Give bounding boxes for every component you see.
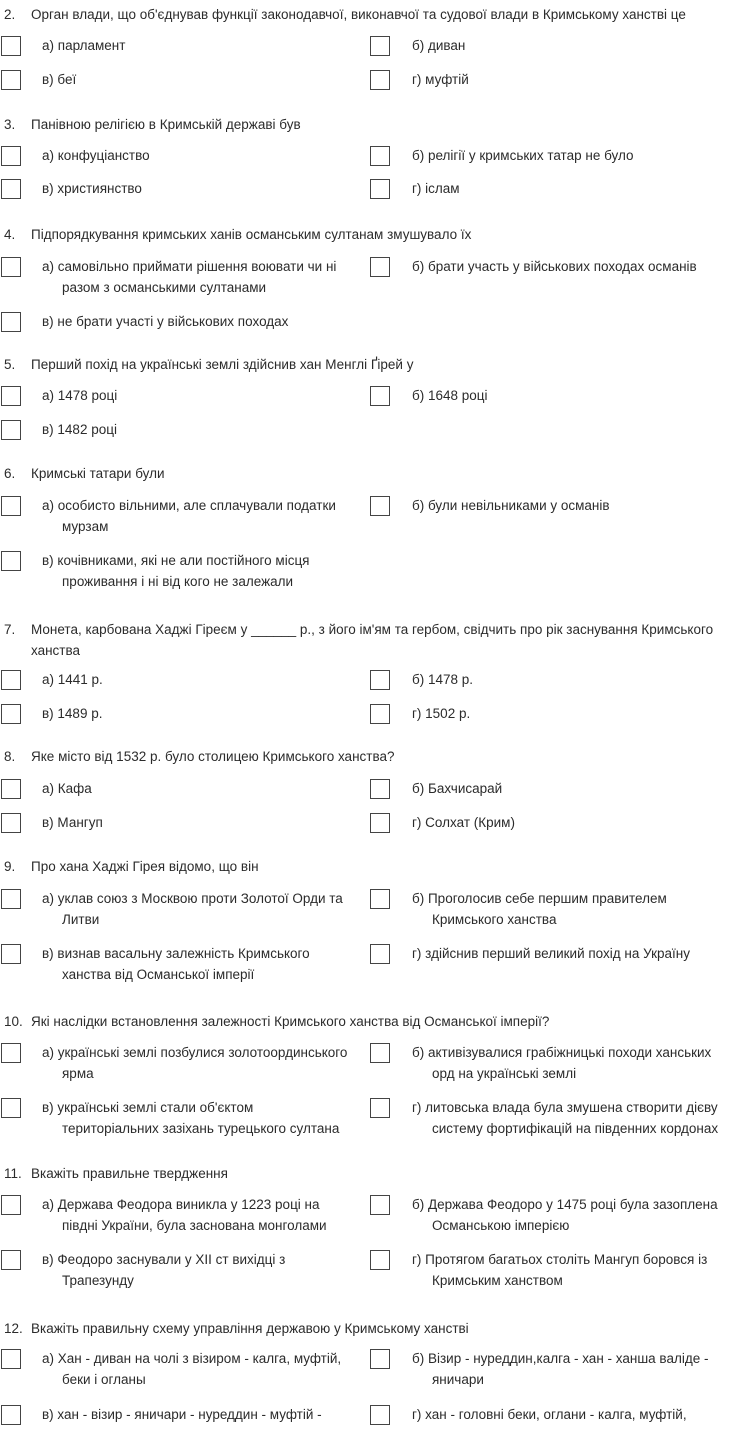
answer-checkbox-5-v[interactable] <box>1 420 21 440</box>
answer-option-11-b[interactable] <box>412 1194 718 1236</box>
answer-option-text: в) християнство <box>42 181 142 196</box>
answer-option-8-b[interactable] <box>412 778 502 799</box>
answer-option-text: беки і огланы <box>62 1372 146 1387</box>
answer-option-text: територіальних зазіхань турецького султана <box>62 1121 340 1136</box>
question-text: Які наслідки встановлення залежності Кримського ханства від Османської імперії? <box>31 1014 550 1029</box>
answer-checkbox-4-a[interactable] <box>1 257 21 277</box>
answer-option-text: ярма <box>62 1066 94 1081</box>
question-text: Вкажіть правильне твердження <box>31 1166 228 1181</box>
question-number: 11. <box>4 1166 22 1181</box>
answer-option-text: а) конфуціанство <box>42 148 150 163</box>
answer-option-text: б) були невільниками у османів <box>412 498 610 513</box>
answer-checkbox-8-g[interactable] <box>370 813 390 833</box>
question-text: Кримські татари були <box>31 466 165 481</box>
answer-option-text: а) самовільно приймати рішення воювати чи ні <box>42 259 337 274</box>
question-12-text <box>4 1318 752 1339</box>
answer-option-3-b[interactable] <box>412 145 634 166</box>
answer-option-9-g[interactable] <box>412 943 690 964</box>
answer-option-text: півдні України, була заснована монголами <box>62 1218 327 1233</box>
question-8-text <box>4 746 752 767</box>
answer-option-text: а) 1441 р. <box>42 672 103 687</box>
answer-option-text: а) уклав союз з Москвою проти Золотої Орди та <box>42 891 343 906</box>
answer-option-text: в) визнав васальну залежність Кримського <box>42 946 310 961</box>
answer-option-6-v[interactable] <box>42 550 310 592</box>
answer-option-text: б) активізувалися грабіжницькі походи ханських <box>412 1045 712 1060</box>
answer-option-text: г) муфтій <box>412 72 469 87</box>
question-number: 5. <box>4 357 16 372</box>
answer-option-text: г) литовська влада була змушена створити дієву <box>412 1100 718 1115</box>
answer-checkbox-9-v[interactable] <box>1 944 21 964</box>
question-text: Яке місто від 1532 р. було столицею Кримського ханства? <box>31 749 395 764</box>
answer-checkbox-12-g[interactable] <box>370 1405 390 1425</box>
answer-option-text: орд на українські землі <box>432 1066 577 1081</box>
answer-option-text: а) Держава Феодора виникла у 1223 році на <box>42 1197 320 1212</box>
answer-option-text: а) Кафа <box>42 781 92 796</box>
answer-option-9-v[interactable] <box>42 943 310 985</box>
answer-option-8-a[interactable] <box>42 778 92 799</box>
answer-checkbox-2-b[interactable] <box>370 36 390 56</box>
answer-option-2-g[interactable] <box>412 69 469 90</box>
answer-option-text: б) брати участь у військових походах османів <box>412 259 697 274</box>
answer-option-text: в) хан - візир - яничари - нуреддин - муфтій - <box>42 1407 322 1422</box>
answer-option-text: г) хан - головні беки, оглани - калга, муфтій, <box>412 1407 687 1422</box>
answer-option-text: в) українські землі стали об'єктом <box>42 1100 254 1115</box>
answer-option-text: а) парламент <box>42 38 126 53</box>
answer-option-text: а) особисто вільними, але сплачували податки <box>42 498 336 513</box>
answer-option-5-v[interactable] <box>42 419 117 440</box>
answer-option-3-v[interactable] <box>42 178 142 199</box>
answer-option-10-v[interactable] <box>42 1097 339 1139</box>
answer-option-text: б) 1478 р. <box>412 672 474 687</box>
question-number: 2. <box>4 7 16 22</box>
answer-checkbox-7-b[interactable] <box>370 670 390 690</box>
answer-option-8-g[interactable] <box>412 812 515 833</box>
answer-option-7-b[interactable] <box>412 669 473 690</box>
answer-option-text: в) не брати участі у військових походах <box>42 314 289 329</box>
answer-checkbox-10-a[interactable] <box>1 1043 21 1063</box>
answer-option-8-v[interactable] <box>42 812 103 833</box>
answer-option-11-v[interactable] <box>42 1249 285 1291</box>
answer-checkbox-10-g[interactable] <box>370 1098 390 1118</box>
answer-option-text: яничари <box>432 1372 484 1387</box>
answer-option-text: б) 1648 році <box>412 388 488 403</box>
answer-option-12-v[interactable] <box>42 1404 322 1425</box>
answer-option-text: мурзам <box>62 519 109 534</box>
question-text: Перший похід на українські землі здійснив хан Менглі Ґірей у <box>31 357 414 372</box>
answer-option-text: Османською імперією <box>432 1218 570 1233</box>
answer-option-text: г) Протягом багатьох століть Мангуп боровся із <box>412 1252 708 1267</box>
answer-option-text: проживання і ні від кого не залежали <box>62 574 294 589</box>
question-3-text <box>4 114 752 135</box>
answer-option-text: б) Бахчисарай <box>412 781 503 796</box>
question-text: Панівною релігією в Кримській державі був <box>31 117 301 132</box>
answer-option-12-b[interactable] <box>412 1348 708 1390</box>
answer-option-text: ханства від Османської імперії <box>62 967 255 982</box>
answer-checkbox-6-b[interactable] <box>370 496 390 516</box>
question-text: Вкажіть правильну схему управління державою у Кримському ханстві <box>31 1321 469 1336</box>
answer-checkbox-8-b[interactable] <box>370 779 390 799</box>
answer-checkbox-2-g[interactable] <box>370 70 390 90</box>
answer-option-7-v[interactable] <box>42 703 102 724</box>
answer-checkbox-10-v[interactable] <box>1 1098 21 1118</box>
answer-checkbox-11-a[interactable] <box>1 1195 21 1215</box>
answer-option-9-a[interactable] <box>42 888 343 930</box>
answer-checkbox-12-b[interactable] <box>370 1349 390 1369</box>
question-text-continuation: ханства <box>31 643 81 658</box>
question-10-text <box>4 1011 752 1032</box>
answer-checkbox-4-v[interactable] <box>1 312 21 332</box>
question-number: 9. <box>4 859 16 874</box>
answer-checkbox-9-g[interactable] <box>370 944 390 964</box>
answer-option-12-g[interactable] <box>412 1404 687 1425</box>
answer-checkbox-3-a[interactable] <box>1 146 21 166</box>
question-number: 7. <box>4 622 16 637</box>
answer-option-11-a[interactable] <box>42 1194 327 1236</box>
answer-option-4-v[interactable] <box>42 311 288 332</box>
answer-option-text: в) Мангуп <box>42 815 103 830</box>
answer-option-text: б) диван <box>412 38 466 53</box>
answer-checkbox-2-a[interactable] <box>1 36 21 56</box>
answer-checkbox-3-b[interactable] <box>370 146 390 166</box>
answer-option-text: г) 1502 р. <box>412 706 471 721</box>
answer-option-7-a[interactable] <box>42 669 103 690</box>
answer-option-text: б) Візир - нуреддин,калга - хан - ханша валіде - <box>412 1351 709 1366</box>
answer-checkbox-7-g[interactable] <box>370 704 390 724</box>
answer-option-5-b[interactable] <box>412 385 488 406</box>
answer-checkbox-6-a[interactable] <box>1 496 21 516</box>
answer-option-11-g[interactable] <box>412 1249 707 1291</box>
question-text: Підпорядкування кримських ханів османським султанам змушувало їх <box>31 227 472 242</box>
answer-option-text: г) Солхат (Крим) <box>412 815 515 830</box>
answer-option-6-b[interactable] <box>412 495 610 516</box>
question-2-text <box>4 4 752 25</box>
answer-option-10-a[interactable] <box>42 1042 347 1084</box>
question-number: 12. <box>4 1321 23 1336</box>
answer-option-text: Литви <box>62 912 100 927</box>
answer-checkbox-7-v[interactable] <box>1 704 21 724</box>
answer-option-9-b[interactable] <box>412 888 667 930</box>
answer-option-12-a[interactable] <box>42 1348 341 1390</box>
answer-checkbox-8-v[interactable] <box>1 813 21 833</box>
question-7-text <box>4 619 752 640</box>
answer-option-text: в) 1482 році <box>42 422 117 437</box>
answer-option-text: в) Феодоро заснували у XII ст вихідці з <box>42 1252 286 1267</box>
answer-option-2-b[interactable] <box>412 35 465 56</box>
answer-checkbox-2-v[interactable] <box>1 70 21 90</box>
answer-option-4-a[interactable] <box>42 256 336 298</box>
answer-option-3-g[interactable] <box>412 178 460 199</box>
answer-option-text: Кримським ханством <box>432 1273 563 1288</box>
answer-option-text: систему фортифікацій на південних кордонах <box>432 1121 719 1136</box>
answer-checkbox-9-b[interactable] <box>370 889 390 909</box>
answer-option-text: в) беї <box>42 72 77 87</box>
answer-option-text: в) 1489 р. <box>42 706 103 721</box>
question-text: Про хана Хаджі Гірея відомо, що він <box>31 859 259 874</box>
question-number: 6. <box>4 466 16 481</box>
answer-option-5-a[interactable] <box>42 385 117 406</box>
question-text: Орган влади, що об'єднував функції законодавчої, виконавчої та судової влади в Кримському ханстві це <box>31 7 686 22</box>
answer-option-text: б) релігії у кримських татар не було <box>412 148 634 163</box>
answer-option-text: Кримського ханства <box>432 912 557 927</box>
answer-option-2-a[interactable] <box>42 35 125 56</box>
answer-option-text: б) Держава Феодоро у 1475 році була зазоплена <box>412 1197 718 1212</box>
answer-checkbox-9-a[interactable] <box>1 889 21 909</box>
answer-checkbox-4-b[interactable] <box>370 257 390 277</box>
question-5-text <box>4 354 752 375</box>
answer-checkbox-10-b[interactable] <box>370 1043 390 1063</box>
answer-option-text: а) Хан - диван на чолі з візиром - калга, муфтій, <box>42 1351 342 1366</box>
answer-checkbox-3-g[interactable] <box>370 179 390 199</box>
answer-checkbox-11-b[interactable] <box>370 1195 390 1215</box>
answer-option-6-a[interactable] <box>42 495 336 537</box>
answer-checkbox-5-a[interactable] <box>1 386 21 406</box>
answer-option-10-g[interactable] <box>412 1097 718 1139</box>
answer-checkbox-12-a[interactable] <box>1 1349 21 1369</box>
question-text: Монета, карбована Хаджі Гіреєм у ______ р., з його ім'ям та гербом, свідчить про рік заснування Кримського <box>31 622 714 637</box>
question-number: 8. <box>4 749 16 764</box>
answer-option-text: г) здійснив перший великий похід на Україну <box>412 946 690 961</box>
question-number: 3. <box>4 117 16 132</box>
question-11-text <box>4 1163 752 1184</box>
question-4-text <box>4 224 752 245</box>
answer-checkbox-7-a[interactable] <box>1 670 21 690</box>
answer-option-text: б) Проголосив себе першим правителем <box>412 891 667 906</box>
answer-option-text: в) кочівниками, які не али постійного місця <box>42 553 310 568</box>
question-number: 10. <box>4 1014 23 1029</box>
answer-option-2-v[interactable] <box>42 69 76 90</box>
answer-option-text: Трапезунду <box>62 1273 134 1288</box>
question-9-text <box>4 856 752 877</box>
answer-checkbox-11-v[interactable] <box>1 1250 21 1270</box>
answer-checkbox-12-v[interactable] <box>1 1405 21 1425</box>
answer-option-text: а) 1478 році <box>42 388 118 403</box>
question-6-text <box>4 463 752 484</box>
answer-option-7-g[interactable] <box>412 703 470 724</box>
answer-option-text: а) українські землі позбулися золотоординського <box>42 1045 348 1060</box>
answer-option-3-a[interactable] <box>42 145 150 166</box>
answer-option-10-b[interactable] <box>412 1042 711 1084</box>
answer-checkbox-3-v[interactable] <box>1 179 21 199</box>
answer-checkbox-11-g[interactable] <box>370 1250 390 1270</box>
answer-option-text: г) іслам <box>412 181 460 196</box>
answer-checkbox-8-a[interactable] <box>1 779 21 799</box>
answer-checkbox-6-v[interactable] <box>1 551 21 571</box>
answer-option-text: разом з османськими султанами <box>62 280 267 295</box>
question-number: 4. <box>4 227 16 242</box>
answer-option-4-b[interactable] <box>412 256 697 277</box>
answer-checkbox-5-b[interactable] <box>370 386 390 406</box>
